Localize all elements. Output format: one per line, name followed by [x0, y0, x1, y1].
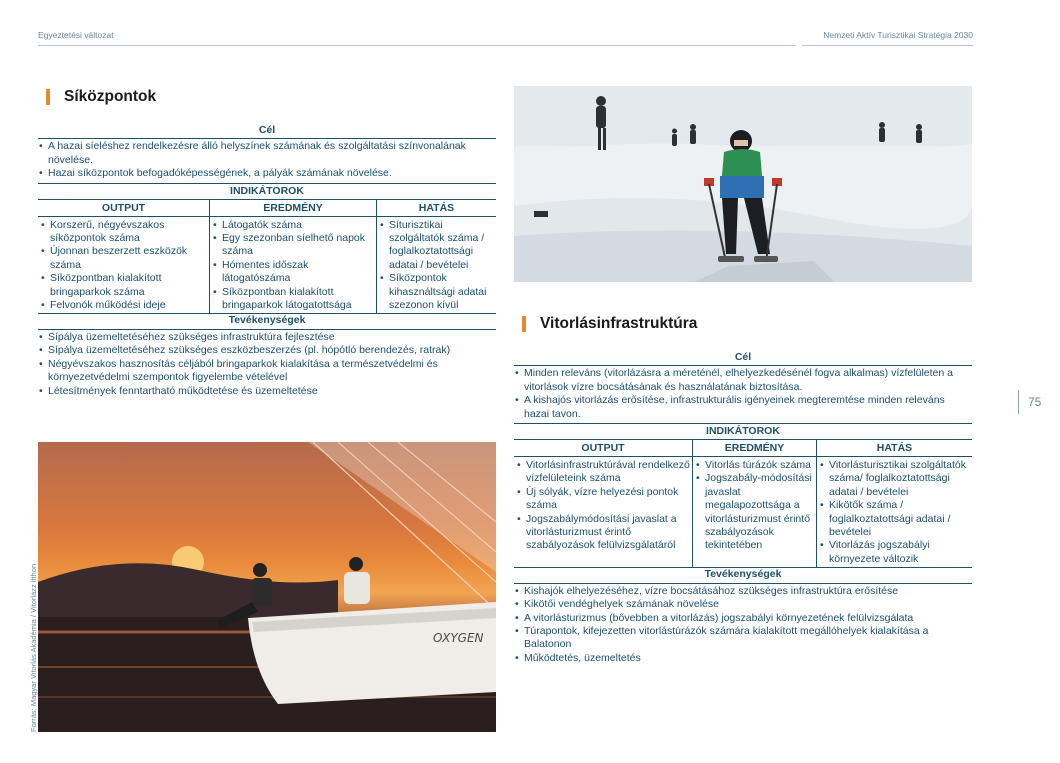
ski-col-eredmeny-heading: EREDMÉNY: [210, 200, 376, 217]
sail-indicators-title: INDIKÁTOROK: [514, 424, 972, 440]
sail-col-eredmeny-heading: EREDMÉNY: [693, 440, 816, 457]
section-title-sail-text: Vitorlásinfrastruktúra: [540, 315, 698, 332]
section-marker: [46, 89, 50, 105]
sail-col-output: [514, 440, 692, 567]
boat-name-text: OXYGEN: [433, 631, 484, 645]
ski-block: [38, 124, 496, 398]
sail-activities-label: Tevékenységek: [514, 568, 972, 583]
section-title-sail: [522, 315, 697, 333]
header-rule-left: [38, 45, 796, 46]
sailing-photo: [38, 442, 496, 732]
list-item: • Vitorlázás jogszabályi környezete változik: [819, 539, 970, 566]
list-item: • Síturisztikai szolgáltatók száma / foglalkoztatottsági adatai / bevételei: [379, 219, 494, 273]
section-marker: [522, 316, 526, 332]
sail-activities: [514, 567, 972, 665]
list-item: • A hazai síeléshez rendelkezésre álló helyszínek számának és szolgáltatási színvonalának növelése.: [38, 140, 496, 167]
photo-credit: Forrás: Magyar Vitorlás Akadémia / Vitorlázz itthon: [29, 563, 38, 732]
sail-cel-list: [514, 366, 972, 421]
list-item: • Felvonók működési ideje: [40, 299, 207, 312]
list-item: • Kikötői vendéghelyek számának növelése: [514, 598, 972, 611]
section-title-ski-text: Síközpontok: [64, 88, 157, 105]
list-item: • Vitorlás túrázók száma: [695, 459, 814, 472]
list-item: • A kishajós vitorlázás erősítése, infrastrukturális igényeinek megteremtése minden releváns hazai tavon.: [514, 394, 972, 421]
ski-indicators-title: INDIKÁTOROK: [38, 184, 496, 200]
list-item: • Jogszabálymódosítási javaslat a vitorlásturizmust érintő szabályozások felülvizsgálatáról: [516, 513, 690, 553]
list-item: • Vitorlásinfrastruktúrával rendelkező vízfelületeink száma: [516, 459, 690, 486]
list-item: • Négyévszakos hasznosítás céljából bringaparkok kialakítása a természetvédelmi és környezetvédelmi szempontok figyelembe vételével: [38, 358, 496, 385]
sail-block: [514, 351, 972, 665]
sail-activities-list: [514, 584, 972, 665]
list-item: • Minden releváns (vitorlázásra a méreténél, elhelyezkedésénél fogva alkalmas) vízfelületen a vitorlások vízre bocsátásának és használatának biztosítása.: [514, 367, 972, 394]
list-item: • Túrapontok, kifejezetten vitorlástúrázók számára kialakított megállóhelyek kialakítása a Balatonon: [514, 625, 972, 652]
list-item: • Sípálya üzemeltetéséhez szükséges eszközbeszerzés (pl. hópótló berendezés, ratrak): [38, 344, 496, 357]
ski-activities: [38, 313, 496, 397]
list-item: • Látogatók száma: [212, 219, 374, 232]
sail-col-output-heading: OUTPUT: [514, 440, 692, 457]
list-item: • Vitorlásturisztikai szolgáltatók száma/ foglalkoztatottsági adatai / bevételei: [819, 459, 970, 499]
ski-photo-illustration: [514, 86, 972, 282]
section-title-ski: [46, 88, 156, 106]
list-item: • Síközpontok kihasználtsági adatai szezonon kívül: [379, 272, 494, 312]
sail-eredmeny-list: [695, 457, 814, 554]
ski-col-eredmeny: [209, 200, 376, 314]
ski-col-output: [38, 200, 209, 314]
ski-cel-label: Cél: [38, 124, 496, 139]
list-item: • Hómentes időszak látogatószáma: [212, 259, 374, 286]
ski-activities-label: Tevékenységek: [38, 314, 496, 329]
page-number: 75: [1018, 390, 1041, 414]
sail-indicator-columns: [514, 440, 972, 567]
list-item: • Jogszabály-módosítási javaslat megalapozottsága a vitorlásturizmust érintő szabályozások tekintetében: [695, 472, 814, 552]
list-item: • Új sólyák, vízre helyezési pontok száma: [516, 486, 690, 513]
ski-activities-list: [38, 330, 496, 398]
header-left-text: Egyeztetési változat: [38, 30, 114, 40]
ski-indicator-columns: [38, 200, 496, 314]
list-item: • Síközpontban kialakított bringaparkok látogatottsága: [212, 286, 374, 313]
list-item: • Korszerű, négyévszakos síközpontok száma: [40, 219, 207, 246]
sail-col-eredmeny: [692, 440, 816, 567]
sail-cel-label: Cél: [514, 351, 972, 366]
list-item: • Hazai síközpontok befogadóképességének, a pályák számának növelése.: [38, 167, 496, 180]
ski-col-hatas: [376, 200, 496, 314]
sail-hatas-list: [819, 457, 970, 567]
sail-output-list: [516, 457, 690, 554]
ski-col-hatas-heading: HATÁS: [377, 200, 496, 217]
list-item: • Létesítmények fenntartható működtetése és üzemeltetése: [38, 385, 496, 398]
list-item: • Kikötők száma / foglalkoztatottsági adatai / bevételei: [819, 499, 970, 539]
ski-col-output-heading: OUTPUT: [38, 200, 209, 217]
list-item: • Kishajók elhelyezéséhez, vízre bocsátásához szükséges infrastruktúra erősítése: [514, 585, 972, 598]
ski-indicators: [38, 183, 496, 314]
sail-col-hatas: [816, 440, 972, 567]
sail-col-hatas-heading: HATÁS: [817, 440, 972, 457]
list-item: • Sípálya üzemeltetéséhez szükséges infrastruktúra fejlesztése: [38, 331, 496, 344]
ski-eredmeny-list: [212, 217, 374, 314]
header-rule-right: [802, 45, 973, 46]
header-right-text: Nemzeti Aktív Turisztikai Stratégia 2030: [823, 30, 973, 40]
ski-cel-list: [38, 139, 496, 180]
sail-indicators: [514, 423, 972, 567]
sailing-photo-illustration: [38, 442, 496, 732]
list-item: • Síközpontban kialakított bringaparkok száma: [40, 272, 207, 299]
list-item: • A vitorlásturizmus (bővebben a vitorlázás) jogszabályi környezetének felülvizsgálata: [514, 612, 972, 625]
ski-output-list: [40, 217, 207, 314]
ski-hatas-list: [379, 217, 494, 314]
list-item: • Működtetés, üzemeltetés: [514, 652, 972, 665]
list-item: • Egy szezonban síelhető napok száma: [212, 232, 374, 259]
ski-photo: [514, 86, 972, 282]
list-item: • Újonnan beszerzett eszközök száma: [40, 245, 207, 272]
